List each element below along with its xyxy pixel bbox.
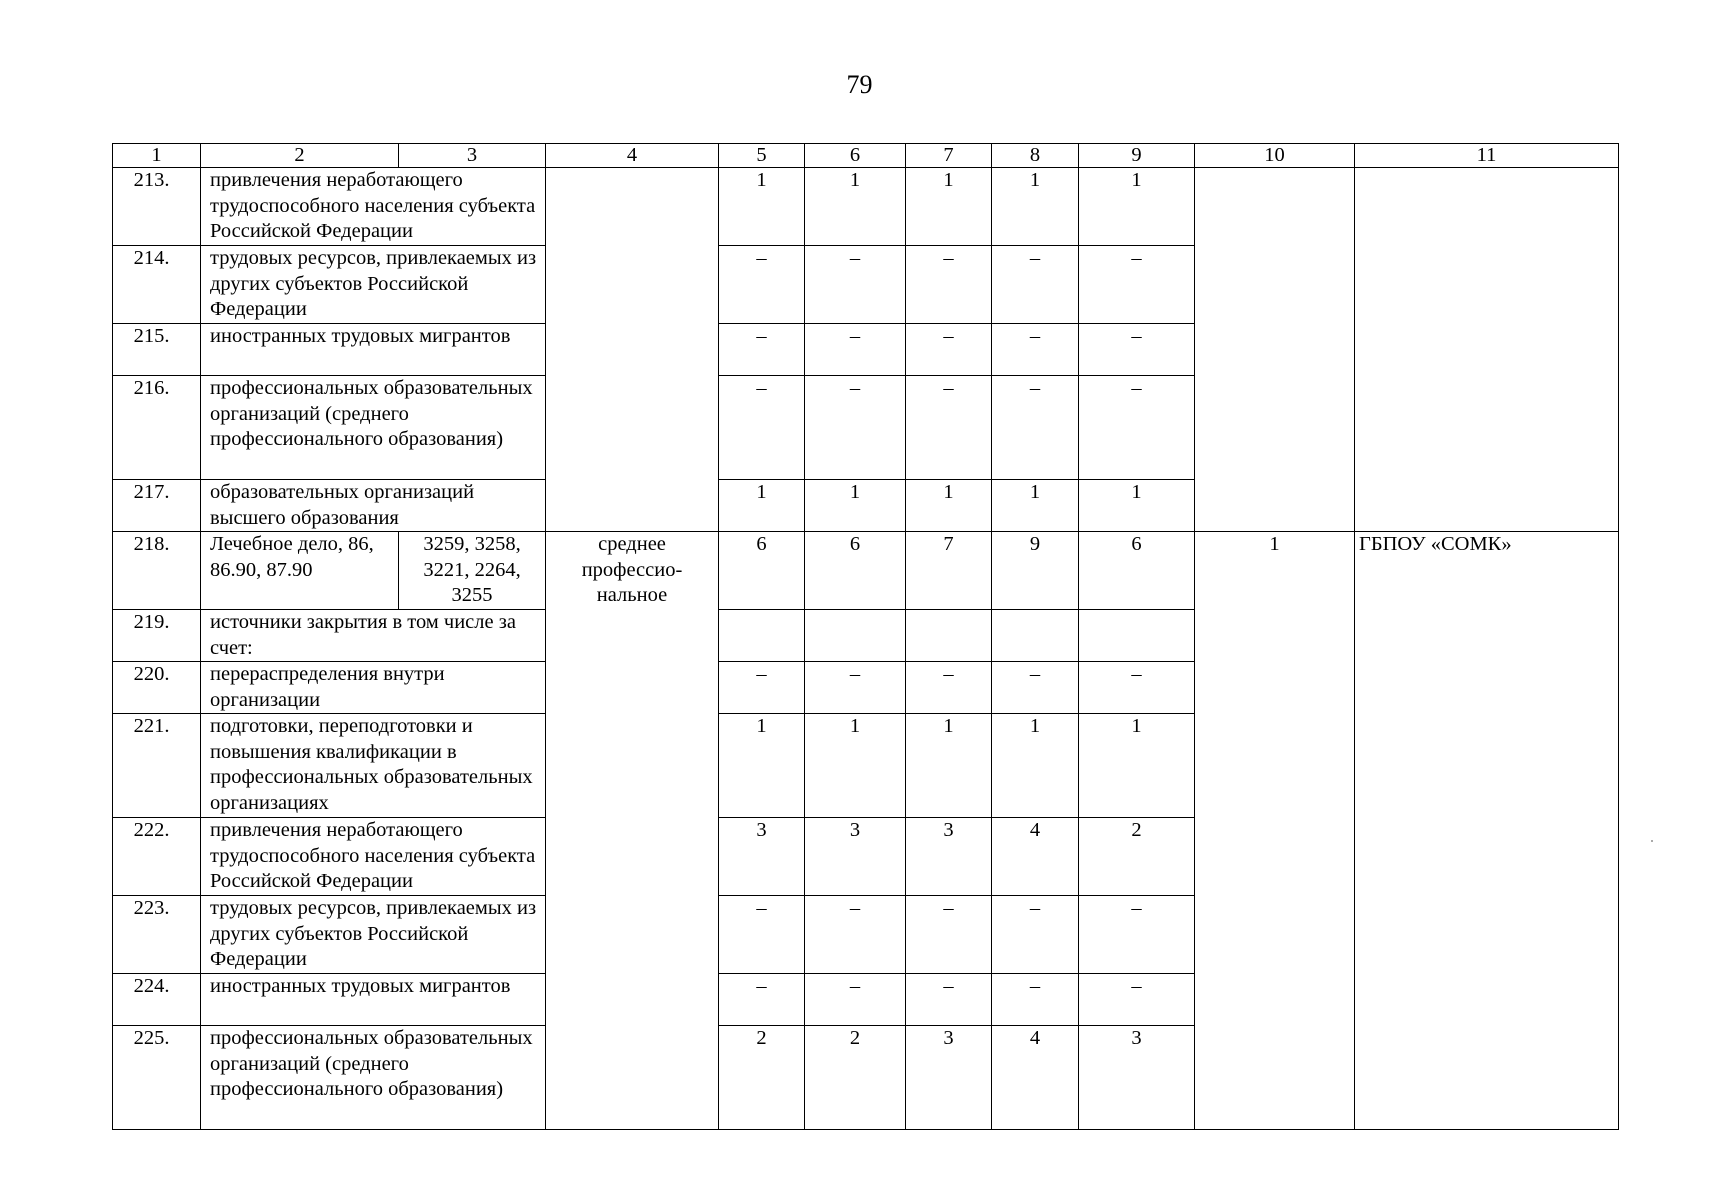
value-cell: 6 bbox=[1079, 532, 1195, 610]
value-cell: – bbox=[1079, 974, 1195, 1026]
value-cell: – bbox=[906, 896, 992, 974]
value-cell: – bbox=[1079, 376, 1195, 480]
value-cell: 3 bbox=[906, 818, 992, 896]
value-cell: 1 bbox=[992, 714, 1079, 818]
row-name: привлечения неработающего трудоспособного населения субъекта Российской Федерации bbox=[201, 168, 546, 246]
value-cell: 1 bbox=[805, 714, 906, 818]
col10-cell-empty bbox=[1195, 168, 1355, 532]
value-cell: – bbox=[719, 662, 805, 714]
value-cell: 1 bbox=[906, 480, 992, 532]
row-number: 215. bbox=[113, 324, 201, 376]
column-header: 5 bbox=[719, 144, 805, 168]
value-cell: – bbox=[906, 662, 992, 714]
value-cell: – bbox=[992, 896, 1079, 974]
row-number: 220. bbox=[113, 662, 201, 714]
row-number: 213. bbox=[113, 168, 201, 246]
column-header: 4 bbox=[546, 144, 719, 168]
profession-codes: 3259, 3258, 3221, 2264, 3255 bbox=[399, 532, 546, 610]
col10-value: 1 bbox=[1195, 532, 1355, 1130]
value-cell: – bbox=[805, 974, 906, 1026]
row-number: 224. bbox=[113, 974, 201, 1026]
level-cell-empty bbox=[546, 168, 719, 532]
value-cell: – bbox=[719, 896, 805, 974]
value-cell bbox=[906, 610, 992, 662]
row-name: профессиональных образовательных организаций (среднего профессионального образования) bbox=[201, 376, 546, 480]
value-cell: 1 bbox=[906, 168, 992, 246]
education-level: среднее профессио-нальное bbox=[546, 532, 719, 1130]
value-cell: – bbox=[719, 376, 805, 480]
value-cell: – bbox=[805, 376, 906, 480]
value-cell: – bbox=[992, 324, 1079, 376]
value-cell bbox=[1079, 610, 1195, 662]
row-name: привлечения неработающего трудоспособного населения субъекта Российской Федерации bbox=[201, 818, 546, 896]
header-row bbox=[113, 144, 1619, 168]
row-name: иностранных трудовых мигрантов bbox=[201, 324, 546, 376]
value-cell: 3 bbox=[1079, 1026, 1195, 1130]
value-cell: – bbox=[719, 974, 805, 1026]
value-cell: 1 bbox=[719, 480, 805, 532]
column-header: 8 bbox=[992, 144, 1079, 168]
row-name: профессиональных образовательных организаций (среднего профессионального образования) bbox=[201, 1026, 546, 1130]
value-cell: 3 bbox=[719, 818, 805, 896]
value-cell: 1 bbox=[1079, 714, 1195, 818]
value-cell: 2 bbox=[805, 1026, 906, 1130]
value-cell: – bbox=[1079, 246, 1195, 324]
column-header: 2 bbox=[201, 144, 399, 168]
value-cell bbox=[719, 610, 805, 662]
data-table bbox=[112, 143, 1619, 1130]
value-cell: 9 bbox=[992, 532, 1079, 610]
value-cell: 1 bbox=[1079, 168, 1195, 246]
value-cell: – bbox=[805, 662, 906, 714]
value-cell: – bbox=[719, 246, 805, 324]
row-number: 222. bbox=[113, 818, 201, 896]
value-cell: – bbox=[992, 376, 1079, 480]
row-name: перераспределения внутри организации bbox=[201, 662, 546, 714]
column-header: 11 bbox=[1355, 144, 1619, 168]
value-cell: – bbox=[805, 324, 906, 376]
value-cell: 1 bbox=[805, 480, 906, 532]
value-cell: – bbox=[805, 896, 906, 974]
value-cell bbox=[992, 610, 1079, 662]
value-cell bbox=[805, 610, 906, 662]
specialty-name: Лечебное дело, 86, 86.90, 87.90 bbox=[201, 532, 399, 610]
table-row bbox=[113, 532, 1619, 610]
value-cell: – bbox=[906, 974, 992, 1026]
value-cell: – bbox=[992, 662, 1079, 714]
value-cell: 1 bbox=[719, 714, 805, 818]
value-cell: 1 bbox=[992, 168, 1079, 246]
column-header: 6 bbox=[805, 144, 906, 168]
value-cell: 4 bbox=[992, 1026, 1079, 1130]
column-header: 10 bbox=[1195, 144, 1355, 168]
value-cell: – bbox=[719, 324, 805, 376]
value-cell: 2 bbox=[1079, 818, 1195, 896]
value-cell: – bbox=[805, 246, 906, 324]
row-name: образовательных организаций высшего образования bbox=[201, 480, 546, 532]
row-number: 216. bbox=[113, 376, 201, 480]
value-cell: 6 bbox=[805, 532, 906, 610]
row-name: трудовых ресурсов, привлекаемых из других субъектов Российской Федерации bbox=[201, 246, 546, 324]
value-cell: 6 bbox=[719, 532, 805, 610]
table-row bbox=[113, 168, 1619, 246]
value-cell: – bbox=[1079, 896, 1195, 974]
row-number: 225. bbox=[113, 1026, 201, 1130]
row-name: трудовых ресурсов, привлекаемых из других субъектов Российской Федерации bbox=[201, 896, 546, 974]
row-number: 221. bbox=[113, 714, 201, 818]
column-header: 7 bbox=[906, 144, 992, 168]
value-cell: 1 bbox=[992, 480, 1079, 532]
value-cell: 1 bbox=[719, 168, 805, 246]
value-cell: – bbox=[1079, 324, 1195, 376]
col11-cell-empty bbox=[1355, 168, 1619, 532]
row-number: 217. bbox=[113, 480, 201, 532]
row-name: иностранных трудовых мигрантов bbox=[201, 974, 546, 1026]
value-cell: 1 bbox=[906, 714, 992, 818]
value-cell: 1 bbox=[1079, 480, 1195, 532]
row-name: подготовки, переподготовки и повышения квалификации в профессиональных образовательных организациях bbox=[201, 714, 546, 818]
value-cell: 3 bbox=[906, 1026, 992, 1130]
row-number: 219. bbox=[113, 610, 201, 662]
value-cell: 7 bbox=[906, 532, 992, 610]
value-cell: – bbox=[906, 376, 992, 480]
value-cell: 4 bbox=[992, 818, 1079, 896]
column-header: 3 bbox=[399, 144, 546, 168]
page-number: 79 bbox=[846, 70, 873, 99]
value-cell: – bbox=[1079, 662, 1195, 714]
row-name: источники закрытия в том числе за счет: bbox=[201, 610, 546, 662]
organization-name: ГБПОУ «СОМК» bbox=[1355, 532, 1619, 1130]
row-number: 223. bbox=[113, 896, 201, 974]
value-cell: – bbox=[992, 246, 1079, 324]
column-header: 1 bbox=[113, 144, 201, 168]
row-number: 218. bbox=[113, 532, 201, 610]
scan-speck bbox=[1651, 840, 1653, 842]
row-number: 214. bbox=[113, 246, 201, 324]
value-cell: 3 bbox=[805, 818, 906, 896]
value-cell: 1 bbox=[805, 168, 906, 246]
value-cell: – bbox=[906, 246, 992, 324]
value-cell: – bbox=[992, 974, 1079, 1026]
column-header: 9 bbox=[1079, 144, 1195, 168]
value-cell: 2 bbox=[719, 1026, 805, 1130]
value-cell: – bbox=[906, 324, 992, 376]
